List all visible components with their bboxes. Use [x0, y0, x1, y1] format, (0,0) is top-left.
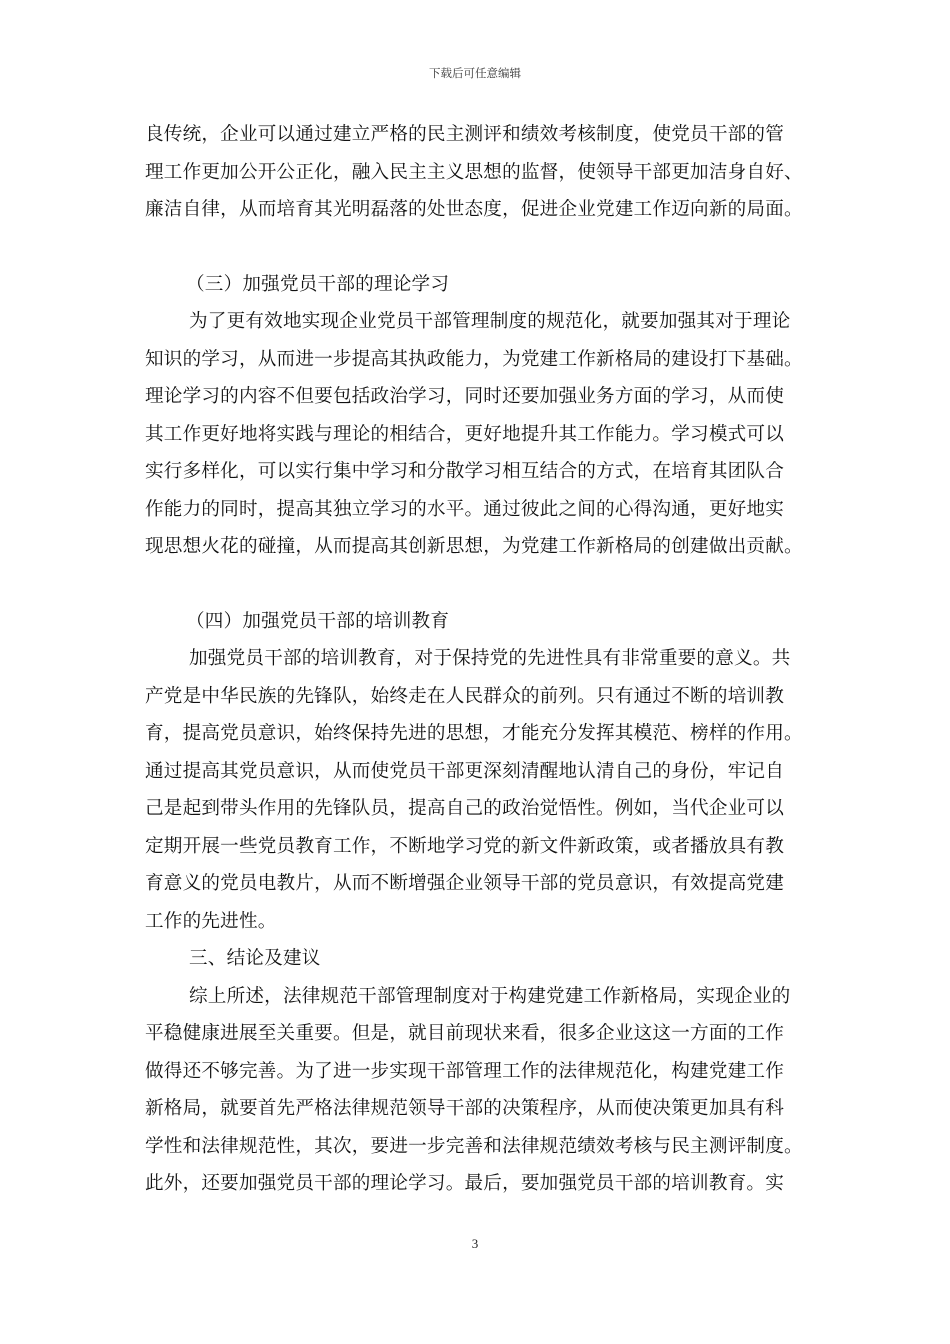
paragraph-line: 廉洁自律，从而培育其光明磊落的处世态度，促进企业党建工作迈向新的局面。: [145, 199, 803, 220]
paragraph-line: 通过提高其党员意识，从而使党员干部更深刻清醒地认清自己的身份，牢记自: [145, 760, 784, 782]
paragraph-line: 己是起到带头作用的先锋队员，提高自己的政治觉悟性。例如，当代企业可以: [145, 798, 784, 819]
paragraph-line: 加强党员干部的培训教育，对于保持党的先进性具有非常重要的意义。共: [189, 648, 791, 669]
paragraph-spacer: [145, 566, 810, 603]
paragraph-line: 现思想火花的碰撞，从而提高其创新思想，为党建工作新格局的创建做出贡献。: [145, 536, 803, 557]
paragraph-line: 学性和法律规范性，其次，要进一步完善和法律规范绩效考核与民主测评制度。: [145, 1135, 803, 1157]
paragraph-line: 新格局，就要首先严格法律规范领导干部的决策程序，从而使决策更加具有科: [145, 1098, 784, 1119]
paragraph-line: 良传统，企业可以通过建立严格的民主测评和绩效考核制度，使党员干部的管: [145, 124, 784, 145]
paragraph-line: 知识的学习，从而进一步提高其执政能力，为党建工作新格局的建设打下基础。: [145, 348, 803, 370]
paragraph-line: 工作的先进性。: [145, 910, 277, 932]
subsection-heading-4: （四）加强党员干部的培训教育: [186, 610, 450, 632]
page-number: 3: [471, 1236, 479, 1251]
paragraph-line: 产党是中华民族的先锋队，始终走在人民群众的前列。只有通过不断的培训教: [145, 685, 784, 707]
paragraph-line: 育意义的党员电教片，从而不断增强企业领导干部的党员意识，有效提高党建: [145, 873, 784, 894]
paragraph-line: 实行多样化，可以实行集中学习和分散学习相互结合的方式，在培育其团队合: [145, 461, 784, 482]
paragraph-line: 定期开展一些党员教育工作，不断地学习党的新文件新政策，或者播放具有教: [145, 835, 784, 857]
paragraph-line: 理工作更加公开公正化，融入民主主义思想的监督，使领导干部更加洁身自好、: [145, 161, 803, 183]
paragraph-line: 此外，还要加强党员干部的理论学习。最后，要加强党员干部的培训教育。实: [145, 1173, 784, 1194]
document-body: [145, 116, 810, 1203]
subsection-heading-3: （三）加强党员干部的理论学习: [186, 273, 450, 295]
paragraph-line: 做得还不够完善。为了进一步实现干部管理工作的法律规范化，构建党建工作: [145, 1060, 784, 1082]
paragraph-line: 为了更有效地实现企业党员干部管理制度的规范化，就要加强其对于理论: [189, 311, 791, 332]
page-header: 下载后可任意编辑: [429, 66, 521, 80]
paragraph-spacer: [145, 229, 810, 266]
section-heading: 三、结论及建议: [189, 948, 321, 969]
paragraph-line: 作能力的同时，提高其独立学习的水平。通过彼此之间的心得沟通，更好地实: [145, 498, 784, 520]
paragraph-line: 平稳健康进展至关重要。但是，就目前现状来看，很多企业这这一方面的工作: [145, 1023, 784, 1044]
paragraph-line: 育，提高党员意识，始终保持先进的思想，才能充分发挥其模范、榜样的作用。: [145, 723, 803, 744]
paragraph-line: 综上所述，法律规范干部管理制度对于构建党建工作新格局，实现企业的: [189, 985, 791, 1007]
paragraph-line: 其工作更好地将实践与理论的相结合，更好地提升其工作能力。学习模式可以: [145, 423, 784, 445]
paragraph-line: 理论学习的内容不但要包括政治学习，同时还要加强业务方面的学习，从而使: [145, 386, 784, 407]
